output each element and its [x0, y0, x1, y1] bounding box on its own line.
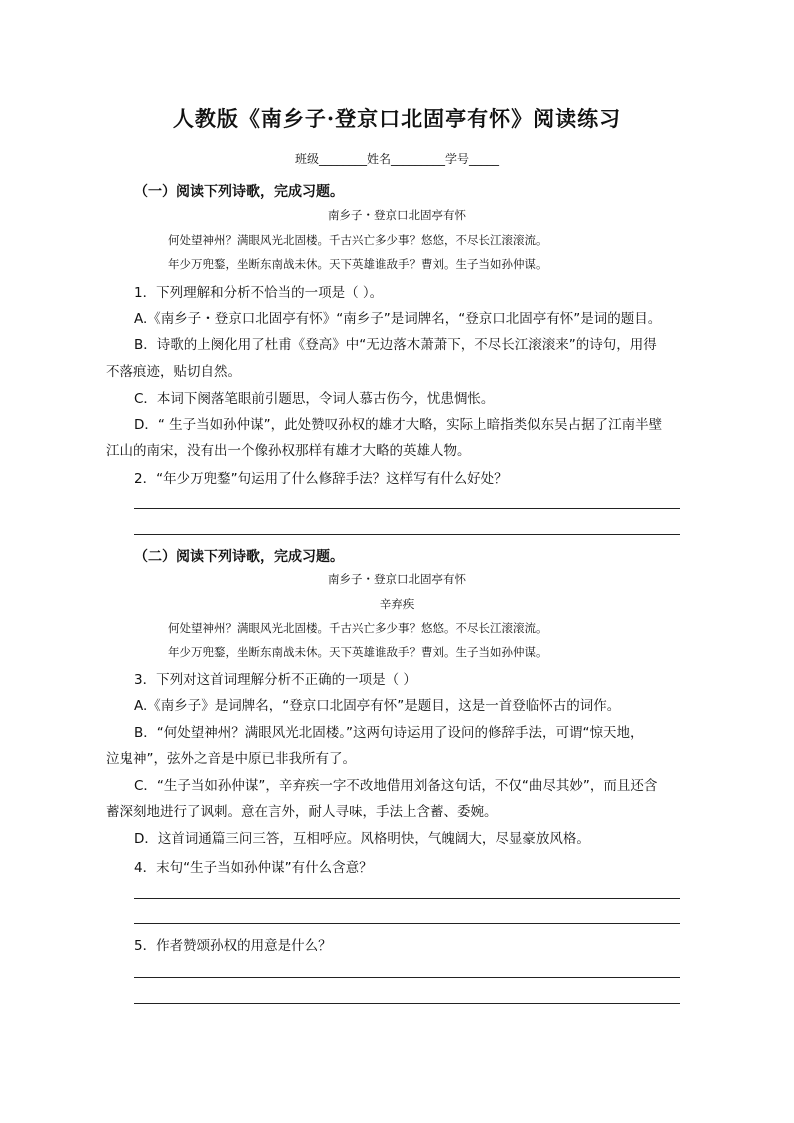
section-1-poem-line-2: 年少万兜鍪，坐断东南战未休。天下英雄谁敌手？曹刘。生子当如孙仲谋。 — [168, 257, 548, 271]
question-3-option-d: D．这首词通篇三问三答，互相呼应。风格明快，气魄阔大，尽显豪放风格。 — [134, 831, 590, 847]
question-1-option-b: B．诗歌的上阕化用了杜甫《登高》中“无边落木萧萧下，不尽长江滚滚来”的诗句，用得 — [134, 337, 657, 353]
question-1-option-d: D．“ 生子当如孙仲谋”，此处赞叹孙权的雄才大略，实际上暗指类似东吴占据了江南半壁 — [134, 417, 663, 433]
question-5: 5．作者赞颂孙权的用意是什么？ — [134, 938, 332, 954]
question-4: 4．末句“生子当如孙仲谋”有什么含意？ — [134, 860, 373, 876]
page-title: 人教版《南乡子·登京口北固亭有怀》阅读练习 — [172, 106, 622, 131]
question-3-option-c: C．“生子当如孙仲谋”，辛弃疾一字不改地借用刘备这句话，不仅“曲尽其妙”，而且还含 — [134, 778, 658, 794]
section-1-poem-title: 南乡子・登京口北固亭有怀 — [328, 208, 466, 222]
section-2-heading: （二）阅读下列诗歌，完成习题。 — [134, 549, 344, 565]
question-1-option-a: A.《南乡子・登京口北固亭有怀》“南乡子”是词牌名，“登京口北固亭有怀”是词的题目。 — [134, 311, 662, 327]
question-1-option-c: C．本词下阕落笔眼前引题思，令词人慕古伤今，忧患惆怅。 — [134, 391, 495, 407]
question-3-option-c-cont: 蓄深刻地进行了讽刺。意在言外，耐人寻味，手法上含蓄、委婉。 — [106, 804, 498, 820]
answer-line — [134, 977, 680, 978]
answer-line — [134, 534, 680, 535]
answer-line — [134, 923, 680, 924]
question-1-option-d-cont: 江山的南宋，没有出一个像孙权那样有雄才大略的英雄人物。 — [106, 443, 471, 459]
question-3-option-b: B．“何处望神州？满眼风光北固楼。”这两句诗运用了设问的修辞手法，可谓“惊天地， — [134, 725, 644, 741]
question-1-option-b-cont: 不落痕迹，贴切自然。 — [106, 364, 241, 380]
question-3: 3．下列对这首词理解分析不正确的一项是（ ） — [134, 672, 417, 688]
section-2-poem-line-2: 年少万兜鍪，坐断东南战未休。天下英雄谁敌手？曹刘。生子当如孙仲谋。 — [168, 645, 548, 659]
answer-line — [134, 1003, 680, 1004]
question-3-option-b-cont: 泣鬼神”，弦外之音是中原已非我所有了。 — [106, 751, 356, 767]
answer-line — [134, 898, 680, 899]
question-2: 2．“年少万兜鍪”句运用了什么修辞手法？这样写有什么好处？ — [134, 471, 508, 487]
question-1: 1．下列理解和分析不恰当的一项是（ ）。 — [134, 285, 384, 301]
section-2-poem-line-1: 何处望神州？满眼风光北固楼。千古兴亡多少事？悠悠。不尽长江滚滚流。 — [168, 621, 548, 635]
section-2-poem-title: 南乡子・登京口北固亭有怀 — [328, 572, 466, 586]
section-2-poem-author: 辛弃疾 — [379, 597, 415, 611]
student-info-line: 班级________姓名_________学号_____ — [294, 152, 499, 166]
answer-line — [134, 508, 680, 509]
question-3-option-a: A.《南乡子》是词牌名，“登京口北固亭有怀”是题目，这是一首登临怀古的词作。 — [134, 698, 621, 714]
section-1-heading: （一）阅读下列诗歌，完成习题。 — [134, 184, 344, 200]
section-1-poem-line-1: 何处望神州？满眼风光北固楼。千古兴亡多少事？悠悠，不尽长江滚滚流。 — [168, 233, 548, 247]
